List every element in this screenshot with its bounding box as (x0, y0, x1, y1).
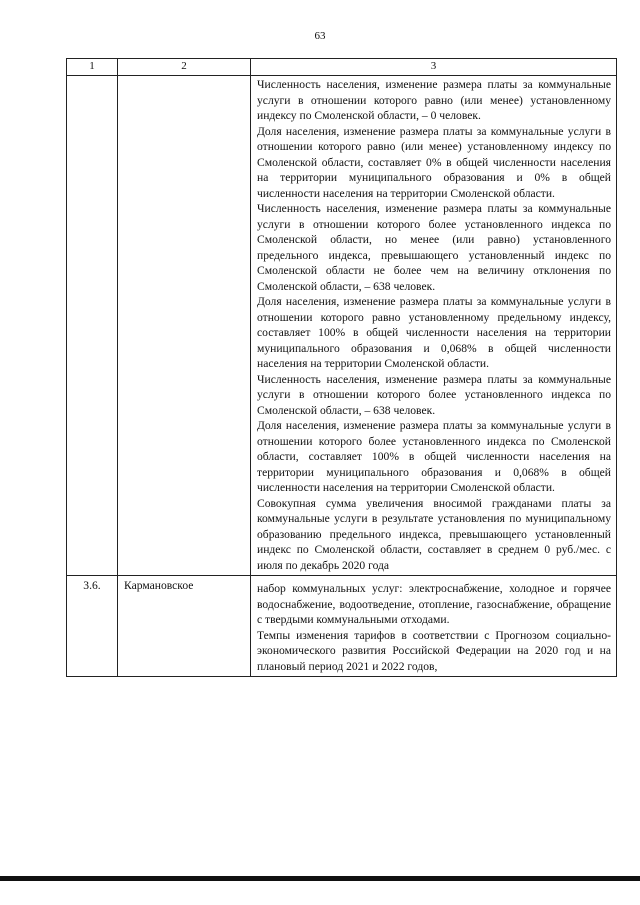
scan-edge-bar (0, 876, 640, 881)
document-table (66, 58, 617, 677)
header-col-1: 1 (67, 59, 118, 76)
header-col-2: 2 (118, 59, 251, 76)
municipality-name: Кармановское (118, 576, 251, 677)
paragraph: Доля населения, изменение размера платы за коммунальные услуги в отношении которого более установленного индекса по Смоленской области, составляет 100% в общей численности населения на территории муниципального образования и 0,068% в общей численности населения на территории Смоленской области. (257, 419, 611, 494)
paragraph: Доля населения, изменение размера платы за коммунальные услуги в отношении которого равно (или менее) установленному индексу по Смоленской области, составляет 0% в общей численности населения на территории муниципального образования и 0% в общей численности населения на территории Смоленской области. (257, 124, 611, 200)
paragraph: Численность населения, изменение размера платы за коммунальные услуги в отношении которого равно (или менее) установленному индексу по Смоленской области, – 0 человек. (257, 78, 611, 122)
paragraph: Численность населения, изменение размера платы за коммунальные услуги в отношении которого более установленного индекса по Смоленской области, – 638 человек. (257, 372, 611, 417)
paragraph: Совокупная сумма увеличения вносимой гражданами платы за коммунальные услуги в результате установления по муниципальному образованию предельного индекса, превышающего установленный индекс по Смоленской области, составляет в среднем 0 руб./мес. с июля по декабрь 2020 года (257, 496, 611, 572)
row-description (251, 76, 617, 576)
table-row (67, 576, 617, 677)
paragraph: Доля населения, изменение размера платы за коммунальные услуги в отношении которого равно установленному предельному индексу, составляет 100% в общей численности населения на территории муниципального образования и 0,068% в общей численности населения на территории Смоленской области. (257, 295, 611, 370)
page-number: 63 (314, 30, 326, 42)
paragraph: Темпы изменения тарифов в соответствии с Прогнозом социально-экономического развития Российской Федерации на 2020 год и на плановый период 2021 и 2022 годов, (257, 628, 611, 673)
row-number: 3.6. (67, 576, 118, 677)
table-header-row (67, 59, 617, 76)
paragraph: Численность населения, изменение размера платы за коммунальные услуги в отношении которого более установленного индекса по Смоленской области, но менее (или равно) установленного предельного индекса, превышающего установленный индекс по Смоленской области не более чем на величину отклонения по Смоленской области, – 638 человек. (257, 202, 611, 293)
row-description (251, 576, 617, 677)
table-row (67, 76, 617, 576)
header-col-3: 3 (251, 59, 617, 76)
paragraph: набор коммунальных услуг: электроснабжение, холодное и горячее водоснабжение, водоотведение, отопление, газоснабжение, обращение с твердыми коммунальными отходами. (257, 582, 611, 626)
municipality-name (118, 76, 251, 576)
row-number (67, 76, 118, 576)
